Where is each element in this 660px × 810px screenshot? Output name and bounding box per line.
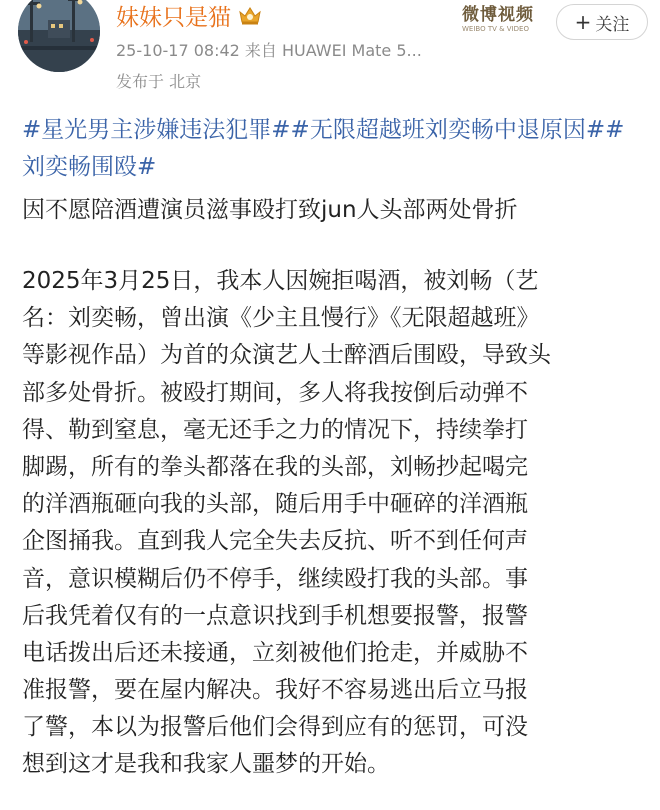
body-line: 想到这才是我和我家人噩梦的开始。	[22, 751, 390, 778]
body-line: 得、勒到窒息，毫无还手之力的情况下，持续拳打	[22, 416, 528, 443]
video-watermark-logo	[462, 0, 540, 44]
body-line: 2025年3月25日，我本人因婉拒喝酒，被刘畅（艺	[22, 268, 539, 294]
plus-icon: +	[574, 10, 592, 34]
post-header	[0, 0, 660, 100]
avatar-image	[18, 0, 100, 72]
follow-label: 关注	[595, 14, 630, 35]
body-line: 等影视作品）为首的众演艺人士醉酒后围殴，导致头	[22, 342, 551, 369]
body-line: 准报警，要在屋内解决。我好不容易逃出后立马报	[22, 677, 528, 704]
body-line: 脚踢，所有的拳头都落在我的头部，刘畅抄起喝完	[22, 453, 528, 480]
follow-button[interactable]	[556, 4, 648, 40]
body-line: 音，意识模糊后仍不停手，继续殴打我的头部。事	[22, 565, 528, 592]
avatar[interactable]	[18, 0, 100, 72]
post-subtitle: 因不愿陪酒遭演员滋事殴打致jun人头部两处骨折	[22, 197, 518, 223]
post-location: 发布于 北京	[116, 72, 202, 91]
username[interactable]: 妹妹只是猫	[116, 4, 231, 31]
username-row	[116, 0, 263, 30]
body-line: 的洋酒瓶砸向我的头部，随后用手中砸碎的洋酒瓶	[22, 491, 528, 518]
hashtag-block	[22, 112, 642, 186]
body-line: 了警，本以为报警后他们会得到应有的惩罚，可没	[22, 714, 528, 741]
body-line: 部多处骨折。被殴打期间，多人将我按倒后动弹不	[22, 379, 528, 406]
hashtag-link[interactable]: #刘奕畅围殴#	[22, 117, 625, 180]
post-body	[22, 263, 640, 784]
vip-crown-icon[interactable]	[237, 4, 263, 26]
hashtag-link[interactable]: #星光男主涉嫌违法犯罪#	[22, 117, 291, 143]
body-line: 名：刘奕畅，曾出演《少主且慢行》《无限超越班》	[22, 305, 540, 332]
body-line: 企图捅我。直到我人完全失去反抗、听不到任何声	[22, 528, 528, 555]
body-line: 电话拨出后还未接通，立刻被他们抢走，并威胁不	[22, 639, 528, 666]
body-line: 后我凭着仅有的一点意识找到手机想要报警，报警	[22, 602, 528, 629]
hashtag-link[interactable]: #无限超越班刘奕畅中退原因#	[290, 117, 606, 143]
post-timestamp-device: 25-10-17 08:42 来自 HUAWEI Mate 5...	[116, 41, 422, 60]
watermark-text: 微博视频	[462, 5, 534, 25]
watermark-subtext: WEIBO TV & VIDEO	[462, 25, 529, 33]
